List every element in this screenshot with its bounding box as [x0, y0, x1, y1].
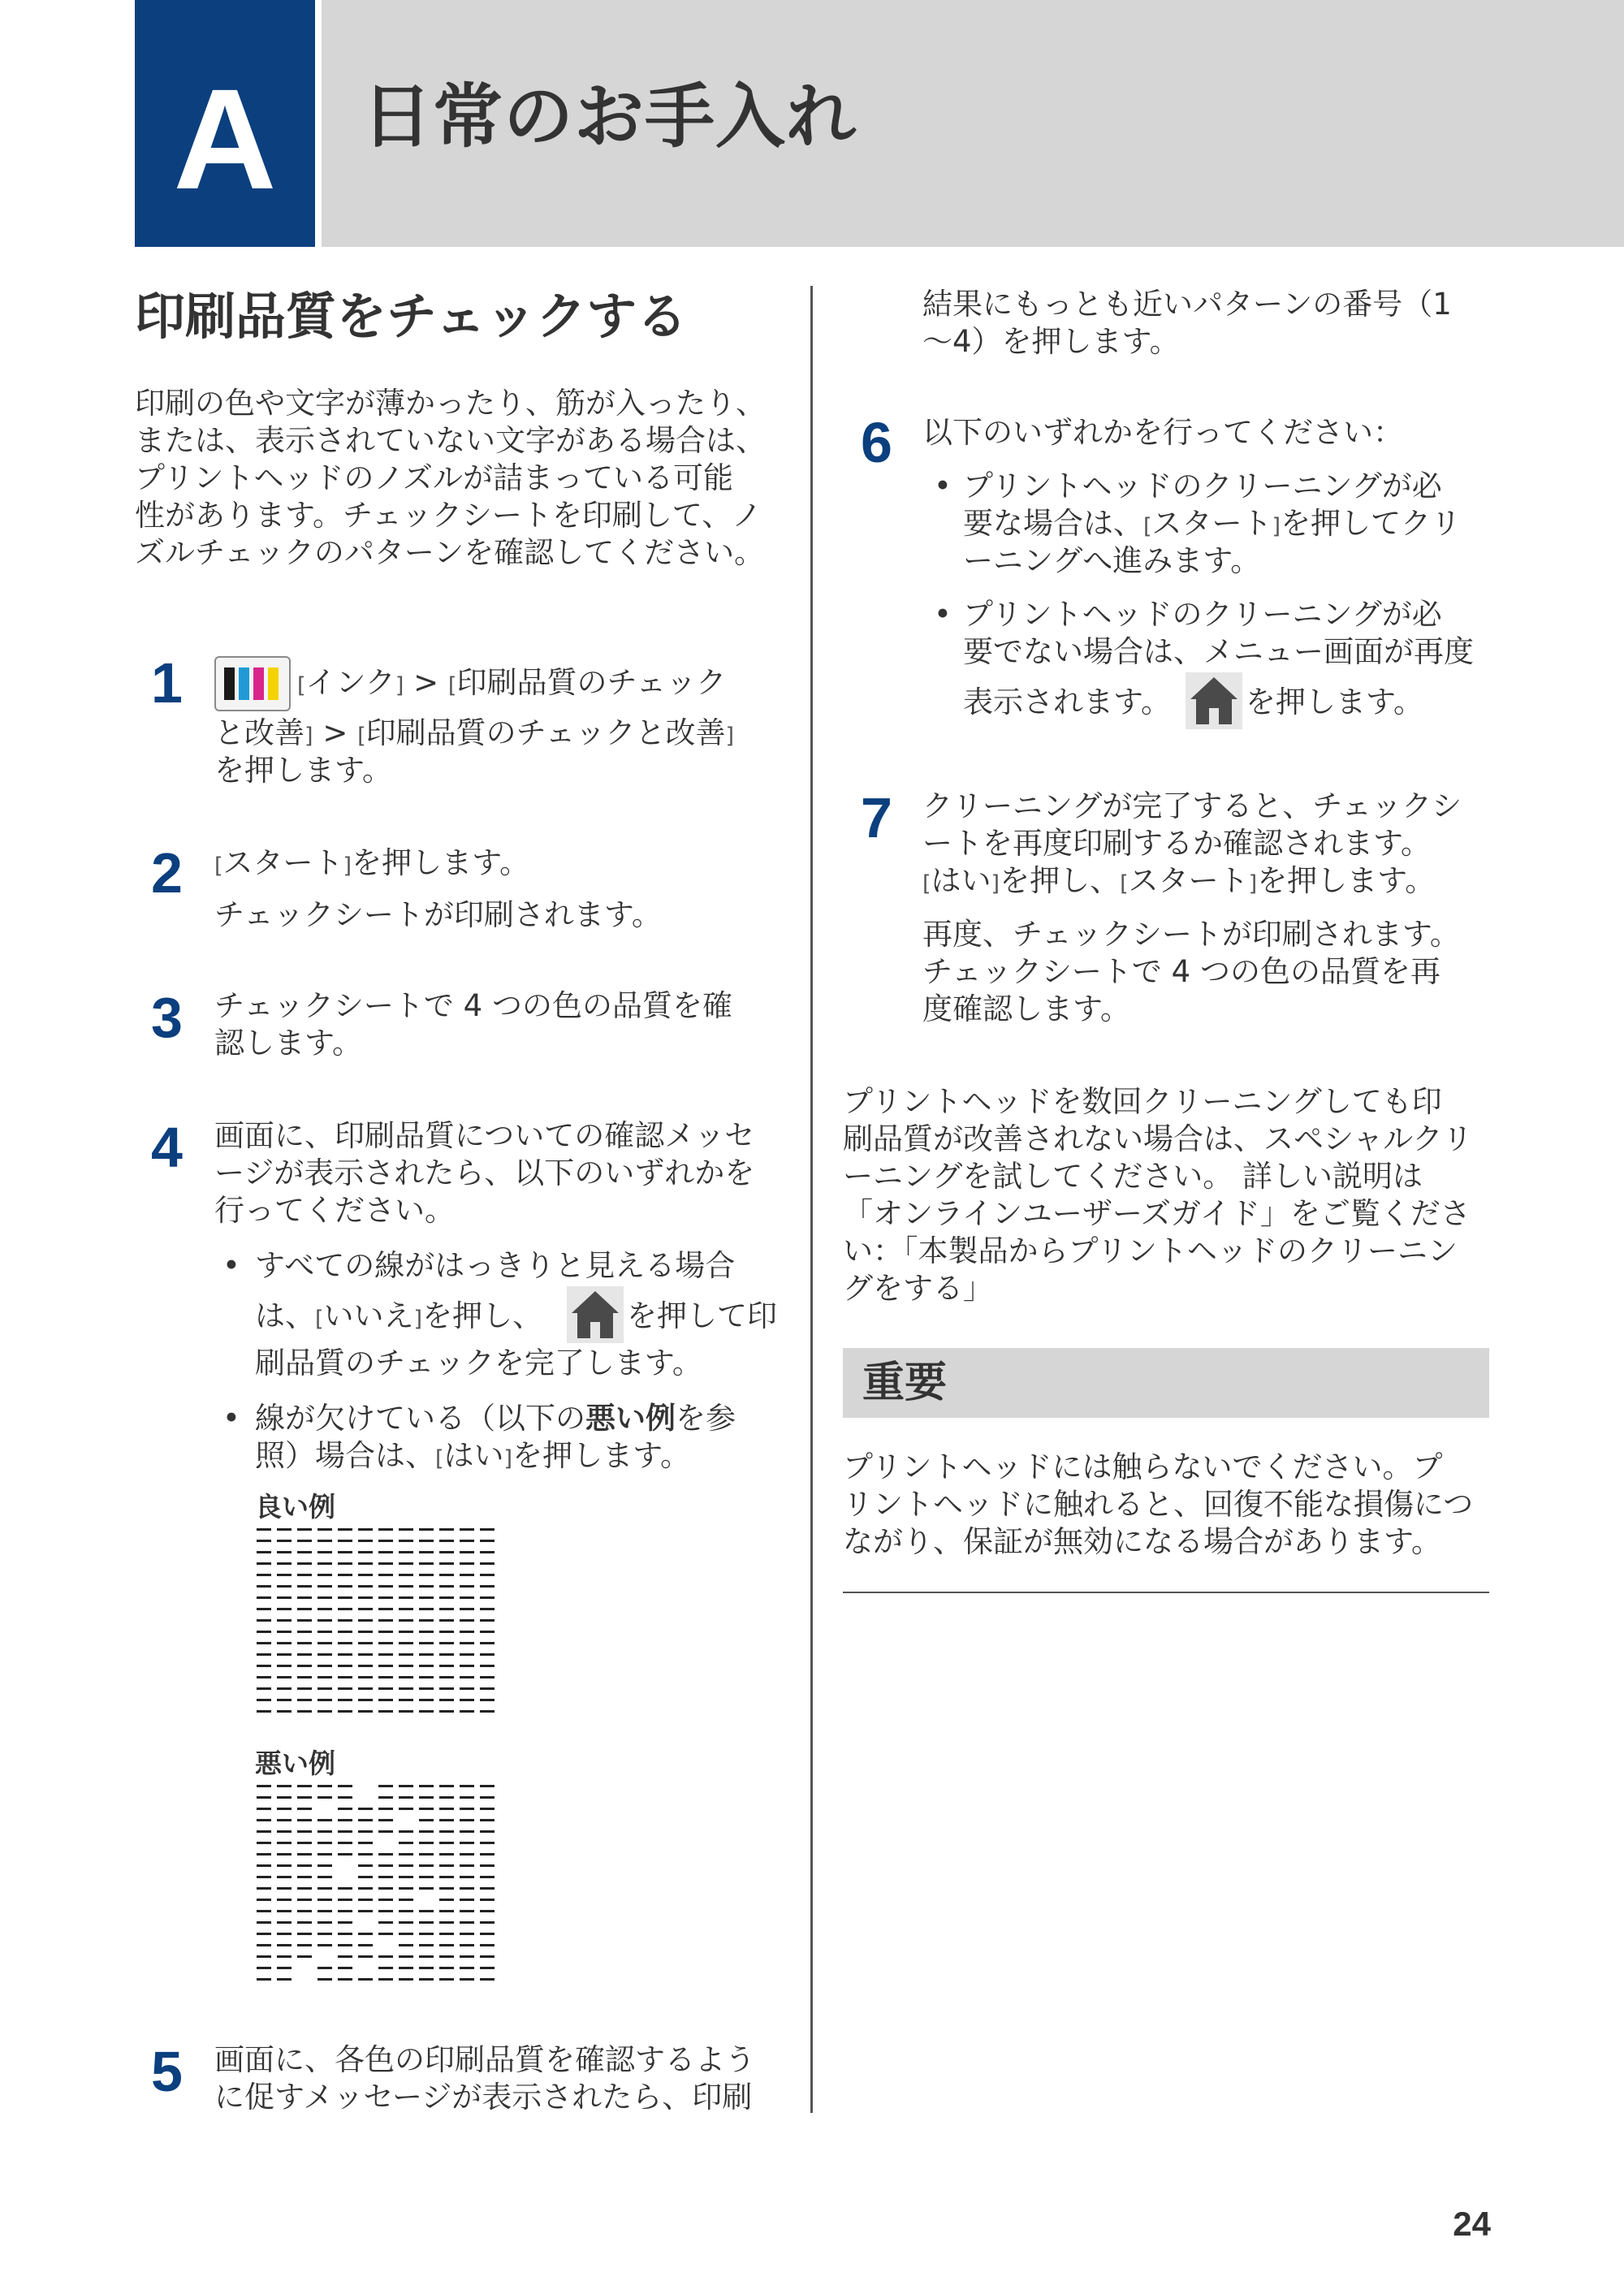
- bad-example-bold: 悪い例: [585, 1401, 676, 1436]
- home-icon[interactable]: [1186, 672, 1242, 729]
- step-4-bullet-1-after-home: を押して印: [627, 1298, 777, 1333]
- no-button-label: いいえ: [323, 1298, 414, 1333]
- start-button-label: スタート: [1151, 506, 1272, 541]
- step-6-bullet-2-line-2: 要でない場合は、メニュー画面が再度: [963, 634, 1474, 669]
- important-rule: [843, 1592, 1489, 1593]
- step-1-line-2: と改善] > [印刷品質のチェックと改善]: [214, 715, 735, 750]
- yes-button-label: はい: [931, 863, 991, 898]
- column-divider: [810, 286, 813, 2113]
- bullet-dot: •: [934, 597, 952, 632]
- chapter-title: 日常のお手入れ: [362, 76, 857, 158]
- print-quality-menu-label: 印刷品質のチェック: [456, 665, 727, 700]
- start-button-label: スタート: [222, 845, 343, 880]
- start-button-label: スタート: [1128, 863, 1249, 898]
- step-4-bullet-1-line-2: は、[いいえ]を押し、: [255, 1298, 543, 1333]
- bullet-dot: •: [934, 469, 952, 503]
- bad-example-pattern: [255, 1783, 500, 1991]
- page-number: 24: [1453, 2205, 1491, 2243]
- ink-cartridge-icon[interactable]: [214, 656, 291, 711]
- intro-paragraph: 印刷の色や文字が薄かったり、筋が入ったり、 または、表示されていない文字がある場合は、 プリントヘッドのノズルが詰まっている可能 性があります。チェックシートを印刷して、ノ ズルチェックのパターンを確認してください。: [135, 386, 766, 570]
- step-6-bullet-2-line-1: プリントヘッドのクリーニングが必: [963, 597, 1442, 632]
- step-number-4: 4: [151, 1116, 183, 1179]
- step-7-line-3: [はい]を押し、[スタート]を押します。: [922, 863, 1436, 898]
- step-6-bullet-1-line-2: 要な場合は、[スタート]を押してクリ: [963, 506, 1462, 541]
- step-7-line-1: クリーニングが完了すると、チェックシ: [922, 788, 1462, 823]
- step-3-text: チェックシートで 4 つの色の品質を確 認します。: [214, 988, 732, 1061]
- step-4-bullet-2-line-2: 照）場合は、[はい]を押します。: [255, 1438, 691, 1473]
- chapter-letter: A: [173, 60, 277, 219]
- good-example-pattern: [255, 1527, 500, 1728]
- step-7-extra: 再度、チェックシートが印刷されます。 チェックシートで 4 つの色の品質を再 度確認します。: [922, 917, 1460, 1026]
- print-quality-submenu-label: 印刷品質のチェックと改善: [365, 715, 726, 750]
- step-5-continued: 結果にもっとも近いパターンの番号（1 ～4）を押します。: [922, 287, 1452, 359]
- step-number-2: 2: [151, 841, 183, 905]
- yes-button-label: はい: [443, 1438, 504, 1473]
- step-4-bullet-1-line-3: 刷品質のチェックを完了します。: [255, 1346, 702, 1380]
- step-2-line-1: [スタート]を押します。: [214, 845, 530, 880]
- important-text: プリントヘッドには触らないでください。プ リントヘッドに触れると、回復不能な損傷につ ながり、保証が無効になる場合があります。: [843, 1449, 1474, 1559]
- home-icon[interactable]: [567, 1286, 624, 1343]
- step-4-bullet-1-line-1: すべての線がはっきりと見える場合: [255, 1248, 736, 1283]
- step-number-5: 5: [151, 2040, 183, 2103]
- step-5-text: 画面に、各色の印刷品質を確認するよう に促すメッセージが表示されたら、印刷: [214, 2042, 755, 2115]
- step-6-bullet-2-line-3b: を押します。: [1246, 685, 1424, 719]
- step-6-bullet-2-line-3a: 表示されます。: [963, 685, 1172, 719]
- bullet-dot: •: [222, 1401, 240, 1436]
- step-4-bullet-2-line-1: 線が欠けている（以下の悪い例を参: [255, 1401, 736, 1436]
- step-1-line-1: [インク] > [印刷品質のチェック: [297, 665, 727, 700]
- step-6-bullet-1-line-3: ーニングへ進みます。: [963, 543, 1261, 578]
- step-2-line-2: チェックシートが印刷されます。: [214, 897, 662, 932]
- step-1-line-3: を押します。: [214, 753, 393, 788]
- ink-menu-label: インク: [305, 665, 395, 700]
- step-4-text: 画面に、印刷品質についての確認メッセ ージが表示されたら、以下のいずれかを 行ってください。: [214, 1118, 755, 1228]
- note-paragraph: プリントヘッドを数回クリーニングしても印 刷品質が改善されない場合は、スペシャルクリ ーニングを試してください。 詳しい説明は 「オンラインユーザーズガイド」をご覧くださ い：「本製品からプリントヘッドのクリーニン グをする」: [843, 1084, 1473, 1306]
- section-title: 印刷品質をチェックする: [135, 287, 688, 346]
- bad-example-label: 悪い例: [255, 1748, 335, 1779]
- step-number-6: 6: [861, 411, 892, 474]
- step-number-1: 1: [151, 651, 183, 715]
- bullet-dot: •: [222, 1248, 240, 1283]
- good-example-label: 良い例: [255, 1491, 335, 1523]
- step-6-line-1: 以下のいずれかを行ってください：: [922, 415, 1403, 450]
- step-6-bullet-1-line-1: プリントヘッドのクリーニングが必: [963, 469, 1442, 503]
- step-number-7: 7: [861, 786, 892, 849]
- step-7-line-2: ートを再度印刷するか確認されます。: [922, 826, 1432, 861]
- important-title: 重要: [862, 1359, 948, 1407]
- step-number-3: 3: [151, 986, 183, 1049]
